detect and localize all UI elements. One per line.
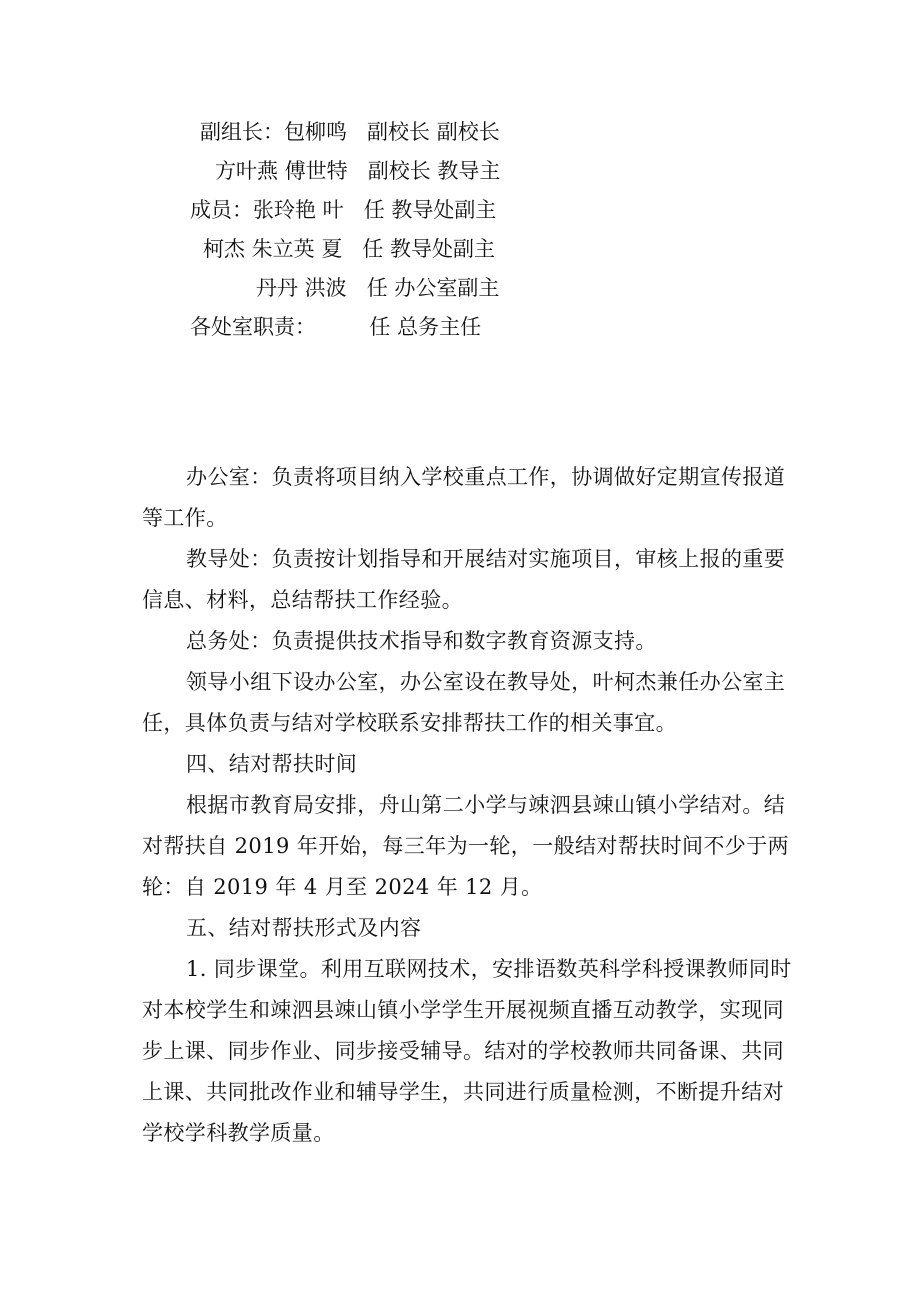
roster-line-5: 丹丹 洪波 任 办公室副主 [256, 276, 500, 300]
paragraph-sync-classroom: 1. 同步课堂。利用互联网技术，安排语数英科学科授课教师同时对本校学生和竦泗县竦山镇小学学生开展视频直播互动教学，实现同步上课、同步作业、同步接受辅导。结对的学校教师共同备课、共同上课、共同批改作业和辅导学生，共同进行质量检测，不断提升结对学校学科教学质量。 [142, 957, 792, 1145]
roster-line-4: 柯杰 朱立英 夏 任 教导处副主 [203, 237, 496, 261]
roster-line-vice-leader: 副组长：包柳鸣 副校长 副校长 [200, 120, 500, 144]
paragraph-leading-group: 领导小组下设办公室，办公室设在教导处，叶柯杰兼任办公室主任，具体负责与结对学校联系安排帮扶工作的相关事宜。 [142, 670, 786, 735]
paragraph-pairing-time: 根据市教育局安排，舟山第二小学与竦泗县竦山镇小学结对。结对帮扶自 2019 年开始，每三年为一轮，一般结对帮扶时间不少于两轮：自 2019 年 4 月至 2024 年 12 月。 [142, 793, 789, 899]
section-heading-4: 四、结对帮扶时间 [186, 752, 358, 776]
roster-line-members: 成员：张玲艳 叶 任 教导处副主 [190, 198, 497, 222]
paragraph-teaching: 教导处：负责按计划指导和开展结对实施项目，审核上报的重要信息、材料，总结帮扶工作经验。 [142, 547, 786, 612]
paragraph-general-affairs: 总务处：负责提供技术指导和数字教育资源支持。 [186, 629, 657, 653]
roster-line-duties: 各处室职责： 任 总务主任 [190, 315, 482, 339]
section-heading-5: 五、结对帮扶形式及内容 [186, 916, 422, 940]
paragraph-office: 办公室：负责将项目纳入学校重点工作，协调做好定期宣传报道等工作。 [142, 465, 786, 530]
roster-line-2: 方叶燕 傅世特 副校长 教导主 [215, 159, 501, 183]
